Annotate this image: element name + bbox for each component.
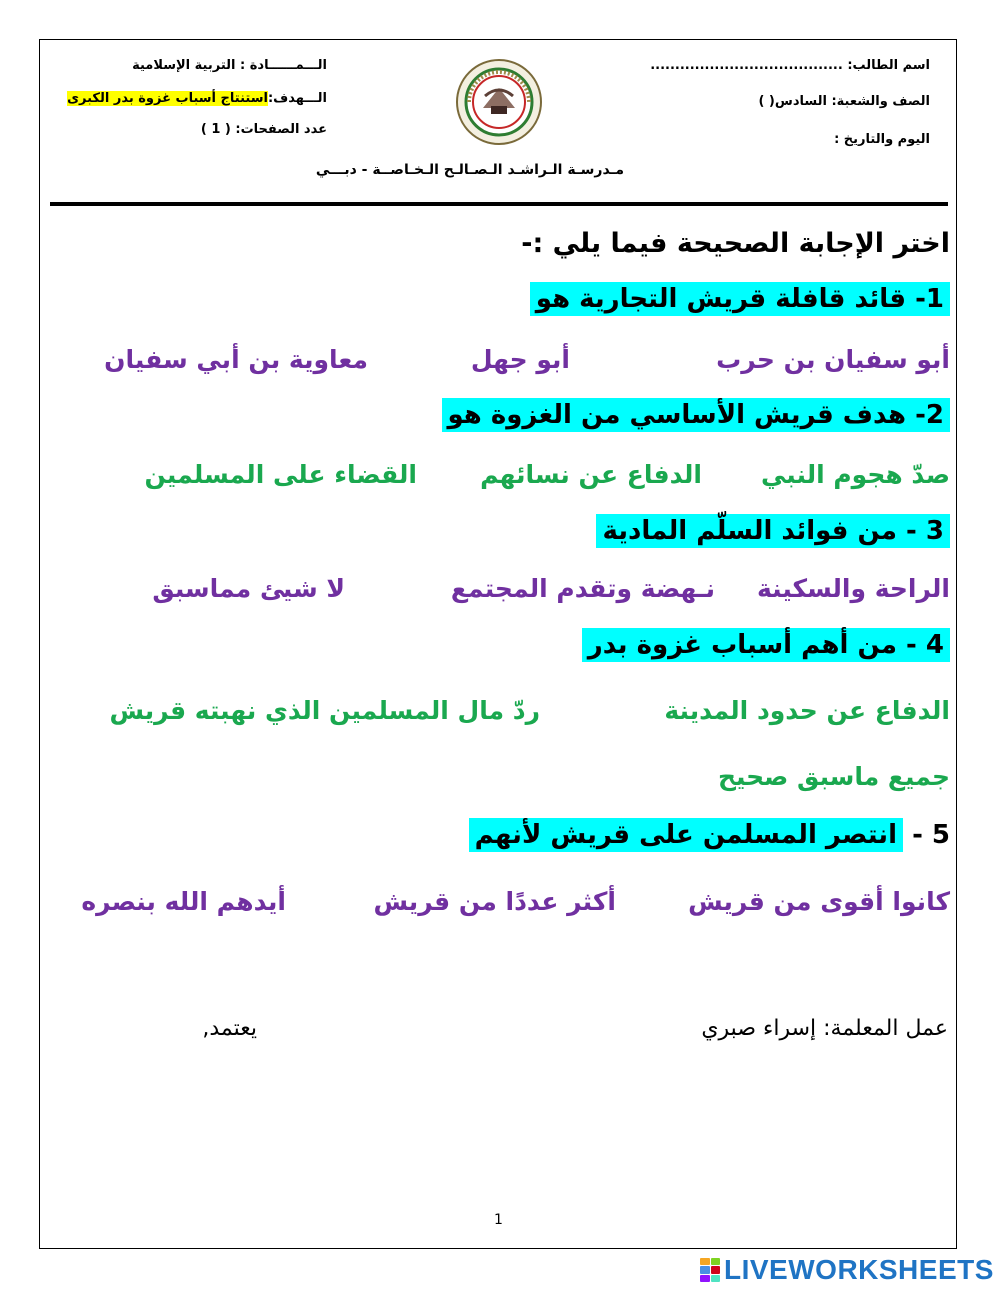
date-label: اليوم والتاريخ : bbox=[834, 132, 930, 147]
teacher-credit: عمل المعلمة: إسراء صبري bbox=[701, 1016, 948, 1041]
question-5-number: 5 - bbox=[912, 820, 950, 850]
approval-label: يعتمد, bbox=[202, 1016, 257, 1041]
q4-option-3[interactable]: جميع ماسبق صحيح bbox=[717, 762, 950, 791]
question-1-text: 1- قائد قافلة قريش التجارية هو bbox=[530, 282, 950, 316]
brand-text: LIVEWORKSHEETS bbox=[724, 1254, 994, 1285]
q3-option-3[interactable]: لا شيئ مماسبق bbox=[152, 574, 345, 603]
question-4 bbox=[582, 630, 950, 660]
q5-option-3[interactable]: أيدهم الله بنصره bbox=[81, 887, 286, 916]
question-2-text: 2- هدف قريش الأساسي من الغزوة هو bbox=[442, 398, 951, 432]
q1-option-3[interactable]: معاوية بن أبي سفيان bbox=[104, 345, 368, 374]
header-divider bbox=[50, 202, 948, 206]
instruction-heading: اختر الإجابة الصحيحة فيما يلي :- bbox=[521, 228, 950, 259]
goal-line bbox=[67, 91, 327, 106]
q2-option-3[interactable]: القضاء على المسلمين bbox=[144, 460, 417, 489]
q4-option-1[interactable]: الدفاع عن حدود المدينة bbox=[664, 696, 950, 725]
goal-prefix: الـــهدف: bbox=[267, 91, 327, 106]
question-1 bbox=[530, 284, 950, 314]
question-5-text: انتصر المسلمن على قريش لأنهم bbox=[469, 818, 903, 852]
q2-option-1[interactable]: صدّ هجوم النبي bbox=[760, 460, 950, 489]
question-3 bbox=[596, 516, 950, 546]
student-name-label: اسم الطالب: ....................................... bbox=[650, 58, 930, 73]
subject-label: الـــمــــــادة : التربية الإسلامية bbox=[132, 58, 327, 73]
school-name: مـدرسـة الـراشـد الـصـالـح الـخـاصــة - دبـــي bbox=[315, 162, 624, 178]
q4-option-2[interactable]: ردّ مال المسلمين الذي نهبته قريش bbox=[109, 696, 540, 725]
question-4-text: 4 - من أهم أسباب غزوة بدر bbox=[582, 628, 950, 662]
q1-option-2[interactable]: أبو جهل bbox=[470, 345, 570, 374]
liveworksheets-logo-icon bbox=[700, 1258, 720, 1282]
q2-option-2[interactable]: الدفاع عن نسائهم bbox=[480, 460, 702, 489]
question-5 bbox=[469, 820, 950, 850]
pages-label: عدد الصفحات: ( 1 ) bbox=[200, 122, 327, 137]
q3-option-1[interactable]: الراحة والسكينة bbox=[756, 574, 950, 603]
class-label: الصف والشعبة: السادس( ) bbox=[758, 94, 930, 109]
q3-option-2[interactable]: نـهضة وتقدم المجتمع bbox=[450, 574, 715, 603]
q5-option-2[interactable]: أكثر عددًا من قريش bbox=[373, 887, 616, 916]
page-number: 1 bbox=[494, 1212, 503, 1228]
question-3-text: 3 - من فوائد السلّم المادية bbox=[596, 514, 950, 548]
liveworksheets-brand bbox=[700, 1255, 994, 1285]
q5-option-1[interactable]: كانوا أقوى من قريش bbox=[688, 887, 950, 916]
q1-option-1[interactable]: أبو سفيان بن حرب bbox=[716, 345, 950, 374]
question-2 bbox=[442, 400, 951, 430]
school-logo-icon bbox=[455, 58, 543, 146]
goal-text: استنتاج أسباب غزوة بدر الكبرى bbox=[67, 91, 268, 106]
